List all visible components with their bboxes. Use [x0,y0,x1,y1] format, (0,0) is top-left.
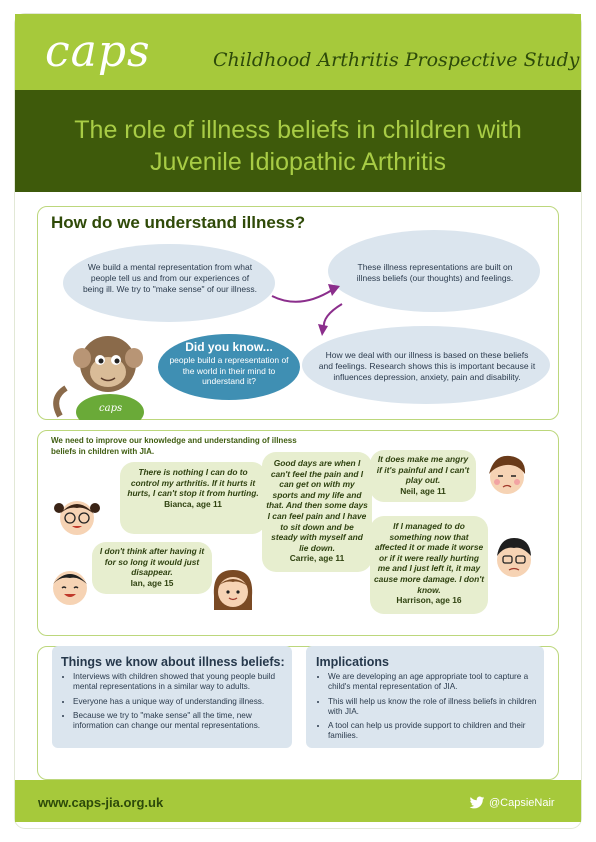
quote-body: I don't think after having it for so long it would just disappear. [99,546,205,578]
quote-text [266,458,368,564]
study-tagline: Childhood Arthritis Prospective Study [213,49,580,71]
boy-with-glasses-icon [492,534,536,582]
quote-text [376,454,470,496]
arrow-right [272,290,332,302]
twitter-handle[interactable]: @CapsieNair [489,797,555,809]
implications-list [318,672,546,746]
boy-smiling-icon [48,566,92,608]
arrow-down [324,304,342,328]
cloud-text-1: We build a mental representation from what people tell us and from our experiences of being ill. We try to "make sense" of our illness. [82,262,258,294]
quote-author: Ian, age 15 [130,577,174,588]
quote-author: Bianca, age 11 [164,498,222,509]
quotes-intro: We need to improve our knowledge and understanding of illness beliefs in children with JIA. [51,436,297,456]
list-item: • Everyone has a unique way of understanding illness. [73,697,293,707]
quote-author: Carrie, age 11 [289,553,345,564]
list-item: • Because we try to "make sense" all the time, new information can change our mental representations. [73,711,293,732]
did-you-know-title: Did you know... [185,340,273,354]
arrow-down-head [318,324,328,336]
poster-title: The role of illness beliefs in children with Juvenile Idiopathic Arthritis [74,116,522,176]
girl-with-glasses-icon [54,494,100,538]
flow-arrows [270,270,350,340]
implications-title: Implications [316,655,389,669]
quote-body: Good days are when I can't feel the pain and I can get on with my sports and my life and that. And then some days I can feel pain and I have to sit down and be steady with myself and lie down. [266,458,368,553]
arrow-right-head [328,284,340,296]
cloud-text-2: These illness representations are built on illness beliefs (our thoughts) and feelings. [356,262,514,283]
girl-brown-hair-icon [210,566,256,614]
quote-body: It does make me angry if it's painful and I can't play out. [376,454,470,486]
section-heading: How do we understand illness? [51,213,306,232]
quote-text [97,546,207,588]
boy-frowning-icon [484,452,530,498]
quote-author: Neil, age 11 [400,485,446,496]
list-item: • We are developing an age appropriate tool to capture a child's mental representation of JIA. [328,672,546,693]
caps-logo: caps [45,26,151,77]
twitter-bird-icon [469,796,485,810]
website-link[interactable]: www.caps-jia.org.uk [38,795,164,810]
list-item: • A tool can help us provide support to children and their families. [328,721,546,742]
list-item: • Interviews with children showed that young people build mental representations in a similar way to adults. [73,672,293,693]
quote-text [126,467,260,509]
things-we-know-title: Things we know about illness beliefs: [61,655,285,669]
list-item: • This will help us know the role of illness beliefs in children with JIA. [328,697,546,718]
quote-author: Harrison, age 16 [396,595,462,606]
quote-body: If I managed to do something now that affected it or made it worse or if it were really hurting me and I just left it, it may cause more damage. I don't know. [374,521,484,595]
cloud-text-3: How we deal with our illness is based on these beliefs and feelings. Research shows this is important because it influences depression, anxiety, pain and disability. [318,350,536,382]
quote-text [374,521,484,606]
monkey-shirt-label: caps [99,403,123,414]
did-you-know-body: people build a representation of the world in their mind to understand it? [169,355,289,386]
quote-body: There is nothing I can do to control my arthritis. If it hurts it hurts, I can't stop it from hurting. [127,467,259,499]
things-we-know-list [63,672,293,735]
